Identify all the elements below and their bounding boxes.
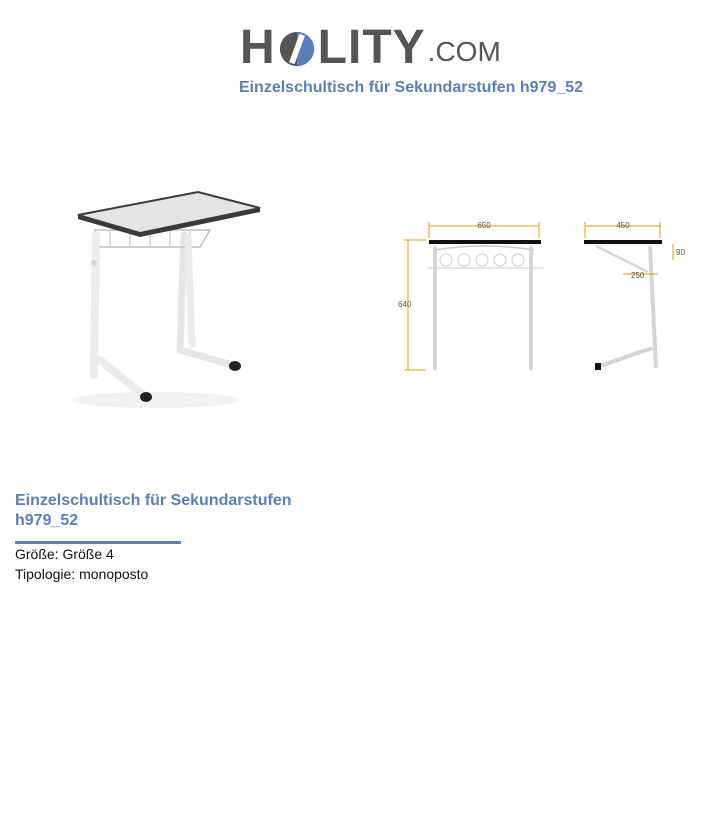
product-title-line2: h979_52 xyxy=(15,512,79,529)
top-thickness-dimension: 90 xyxy=(676,248,685,257)
attribute-typology xyxy=(15,566,148,582)
side-view-drawing xyxy=(578,210,690,380)
logo-o-icon xyxy=(278,30,316,68)
title-divider xyxy=(15,541,181,544)
logo-text-right: LITY xyxy=(317,21,426,74)
logo-text-left: H xyxy=(240,21,276,74)
width-dimension: 650 xyxy=(477,221,491,230)
product-image xyxy=(60,175,280,415)
attribute-value: Größe 4 xyxy=(62,546,114,562)
attribute-label: Tipologie: xyxy=(15,566,76,582)
attribute-label: Größe: xyxy=(15,546,59,562)
product-title xyxy=(15,491,315,531)
product-title-line1: Einzelschultisch für Sekundarstufen xyxy=(15,492,292,509)
height-dimension: 640 xyxy=(398,300,412,309)
inner-dimension: 250 xyxy=(631,271,645,280)
page-title: Einzelschultisch für Sekundarstufen h979_52 xyxy=(238,79,584,96)
attribute-value: monoposto xyxy=(79,566,149,582)
holity-logo[interactable] xyxy=(240,12,501,72)
front-view-drawing xyxy=(396,210,546,380)
attribute-size xyxy=(15,546,114,562)
depth-dimension: 450 xyxy=(616,221,630,230)
logo-tld: .COM xyxy=(427,36,501,67)
